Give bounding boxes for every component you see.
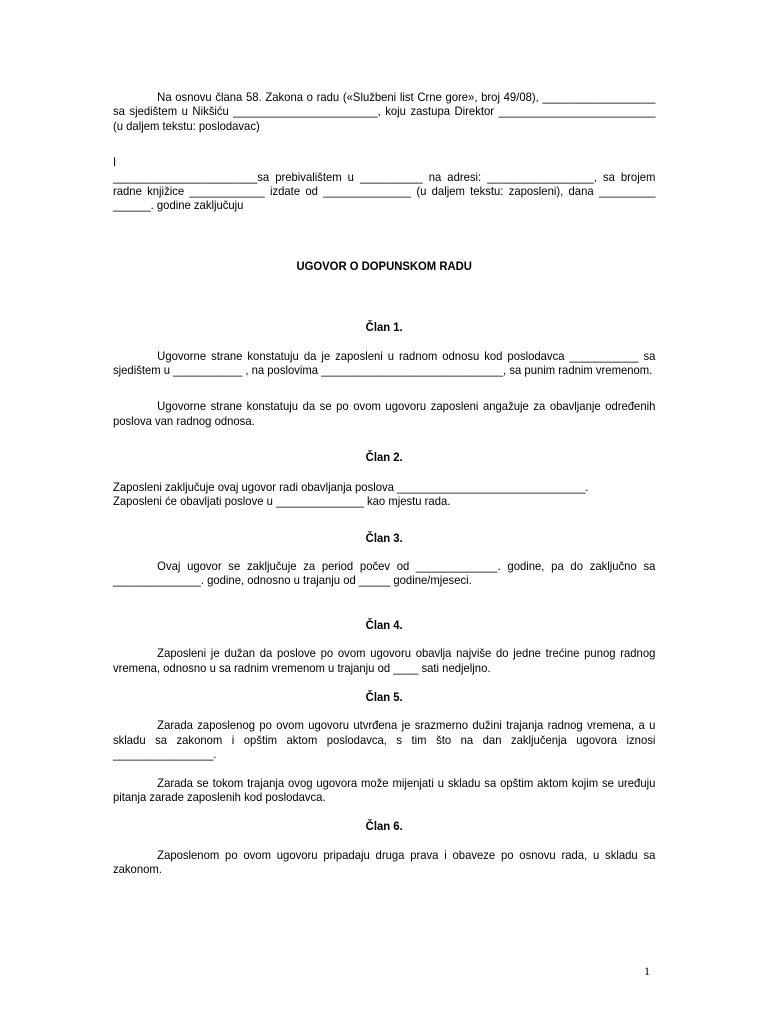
article-2-heading: Član 2. — [365, 450, 403, 465]
article-4-paragraph-1: Zaposleni je dužan da poslove po ovom ugovoru obavlja najviše do jedne trećine punog radnog vremena, odnosno u sa radnim vremenom u trajanju od ____ sati nedjeljno. — [113, 646, 656, 675]
employee-paragraph: _______________________sa prebivalištem u __________ na adresi: _________________, sa brojem radne knjižice ____________ izdate od ______________ (u daljem tekstu: zaposleni), dana _________ ______. godine zaključuju — [113, 169, 656, 213]
article-5-paragraph-1: Zarada zaposlenog po ovom ugovoru utvrđena je srazmerno dužini trajanja radnog vremena, a u skladu sa zakonom i opštim aktom poslodavca, s tim što na dan zaključenja ugovora iznosi ________________. — [113, 718, 656, 762]
article-6-heading: Član 6. — [365, 819, 403, 834]
intro-conjunction: I — [113, 155, 117, 170]
article-3-heading: Član 3. — [365, 530, 403, 545]
article-5-heading: Član 5. — [365, 689, 403, 704]
article-2-paragraph-2: Zaposleni će obavljati poslove u ______________ kao mjestu rada. — [113, 494, 451, 509]
article-1-paragraph-1: Ugovorne strane konstatuju da je zaposleni u radnom odnosu kod poslodavca ___________ sa sjedištem u ___________ , na poslovima _____________________________, sa punim radnim vremenom. — [113, 348, 656, 378]
page-number: 1 — [644, 964, 650, 978]
article-6-paragraph-1: Zaposlenom po ovom ugovoru pripadaju druga prava i obaveze po osnovu rada, u skladu sa zakonom. — [113, 847, 656, 877]
article-3-paragraph-1: Ovaj ugovor se zaključuje za period počev od _____________. godine, pa do zaključno sa ______________. godine, odnosno u trajanju od _____ godine/mjeseci. — [113, 558, 656, 588]
article-4-heading: Član 4. — [365, 617, 403, 632]
article-1-heading: Član 1. — [365, 320, 403, 335]
article-2-paragraph-1: Zaposleni zaključuje ovaj ugovor radi obavljanja poslova ______________________________. — [113, 479, 589, 494]
article-5-paragraph-2: Zarada se tokom trajanja ovog ugovora može mijenjati u skladu sa opštim aktom kojim se uređuju pitanja zarade zaposlenih kod poslodavca. — [113, 775, 656, 804]
intro-paragraph: Na osnovu člana 58. Zakona o radu («Službeni list Crne gore», broj 49/08), __________________ sa sjedištem u Nikšiću _______________________, koju zastupa Direktor _________________________ (u daljem tekstu: poslodavac) — [113, 90, 656, 133]
document-title: UGOVOR O DOPUNSKOM RADU — [296, 258, 472, 273]
article-1-paragraph-2: Ugovorne strane konstatuju da se po ovom ugovoru zaposleni angažuje za obavljanje određenih poslova van radnog odnosa. — [113, 399, 656, 428]
document-page — [113, 90, 655, 877]
